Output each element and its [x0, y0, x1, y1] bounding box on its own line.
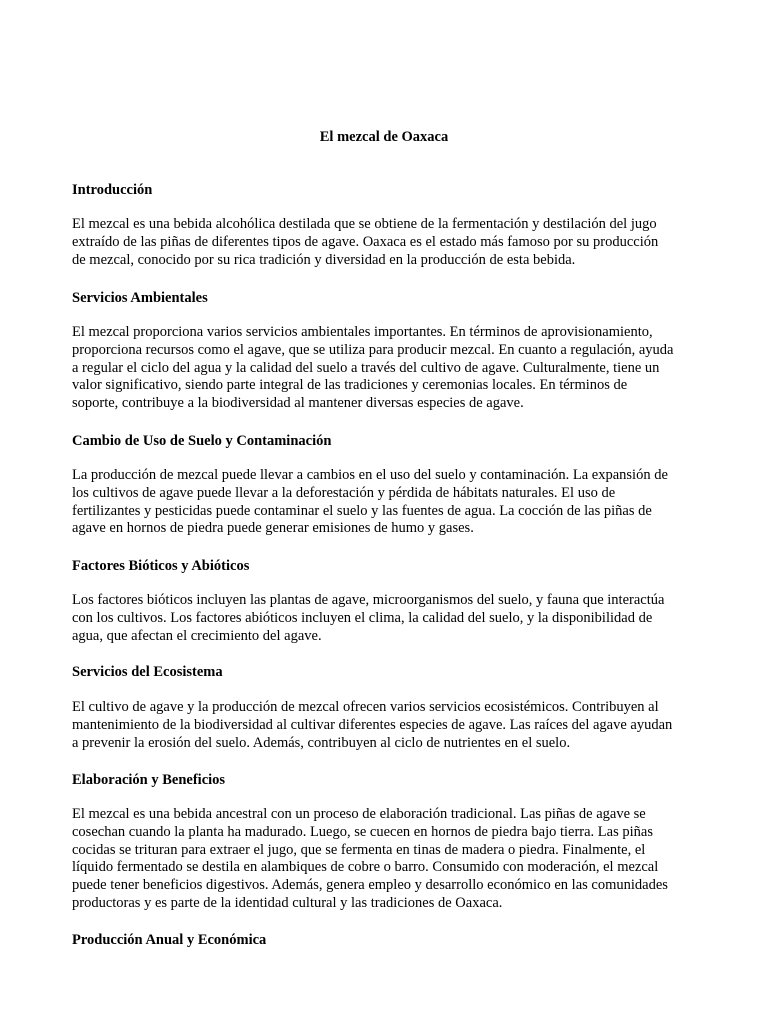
section-heading-factores: Factores Bióticos y Abióticos — [72, 558, 250, 574]
paragraph-line: agave en hornos de piedra puede generar emisiones de humo y gases. — [72, 520, 474, 537]
section-heading-servicios-ambientales: Servicios Ambientales — [72, 290, 208, 306]
paragraph-line: cosechan cuando la planta ha madurado. Luego, se cuecen en hornos de piedra bajo tierra. Las piñas — [72, 823, 653, 840]
section-paragraph-servicios-ambientales — [72, 324, 696, 413]
paragraph-line: El cultivo de agave y la producción de mezcal ofrecen varios servicios ecosistémicos. Contribuyen al — [72, 699, 659, 715]
paragraph-line: a regular el ciclo del agua y la calidad del suelo a través del cultivo de agave. Culturalmente, tiene un — [72, 359, 660, 376]
section-heading-elaboracion: Elaboración y Beneficios — [72, 772, 226, 788]
paragraph-line: El mezcal es una bebida ancestral con un proceso de elaboración tradicional. Las piñas de agave se — [72, 806, 646, 822]
paragraph-line: puede tener beneficios digestivos. Además, genera empleo y desarrollo económico en las comunidades — [72, 877, 668, 894]
document-title: El mezcal de Oaxaca — [319, 129, 449, 145]
paragraph-line: soporte, contribuye a la biodiversidad al mantener diversas especies de agave. — [72, 395, 524, 412]
paragraph-line: extraído de las piñas de diferentes tipos de agave. Oaxaca es el estado más famoso por su producción — [72, 233, 659, 250]
section-paragraph-elaboracion — [72, 806, 696, 913]
paragraph-line: líquido fermentado se destila en alambiques de cobre o barro. Consumido con moderación, el mezcal — [72, 859, 659, 876]
paragraph-line: valor significativo, siendo parte integral de las tradiciones y ceremonias locales. En términos de — [72, 377, 628, 394]
section-paragraph-servicios-ecosistema — [72, 699, 696, 752]
paragraph-line: El mezcal proporciona varios servicios ambientales importantes. En términos de aprovisionamiento, — [72, 324, 653, 340]
section-heading-introduccion: Introducción — [72, 182, 153, 198]
paragraph-line: productoras y es parte de la identidad cultural y las tradiciones de Oaxaca. — [72, 894, 503, 911]
paragraph-line: cocidas se trituran para extraer el jugo, que se fermenta en tinas de madera o piedra. Finalmente, el — [72, 841, 646, 858]
paragraph-line: con los cultivos. Los factores abióticos incluyen el clima, la calidad del suelo, y la disponibilidad de — [72, 609, 653, 626]
paragraph-line: Los factores bióticos incluyen las plantas de agave, microorganismos del suelo, y fauna que interactúa — [72, 592, 665, 608]
section-paragraph-cambio-uso-suelo — [72, 467, 696, 538]
paragraph-line: los cultivos de agave puede llevar a la deforestación y pérdida de hábitats naturales. El uso de — [72, 484, 616, 501]
paragraph-line: mantenimiento de la biodiversidad al cultivar diferentes especies de agave. Las raíces del agave ayudan — [72, 716, 673, 733]
paragraph-line: proporciona recursos como el agave, que se utiliza para producir mezcal. En cuanto a regulación, ayuda — [72, 341, 674, 358]
paragraph-line: La producción de mezcal puede llevar a cambios en el uso del suelo y contaminación. La expansión de — [72, 467, 668, 483]
section-heading-produccion-anual: Producción Anual y Económica — [72, 932, 267, 948]
paragraph-line: agua, que afectan el crecimiento del agave. — [72, 627, 322, 644]
section-paragraph-factores — [72, 592, 696, 645]
paragraph-line: a prevenir la erosión del suelo. Además, contribuyen al ciclo de nutrientes en el suelo. — [72, 734, 571, 751]
section-heading-cambio-uso-suelo: Cambio de Uso de Suelo y Contaminación — [72, 433, 332, 449]
paragraph-line: El mezcal es una bebida alcohólica destilada que se obtiene de la fermentación y destilación del jugo — [72, 216, 657, 232]
paragraph-line: fertilizantes y pesticidas puede contaminar el suelo y las fuentes de agua. La cocción de las piñas de — [72, 502, 652, 519]
paragraph-line: de mezcal, conocido por su rica tradición y diversidad en la producción de esta bebida. — [72, 251, 576, 268]
section-paragraph-introduccion — [72, 216, 696, 269]
section-heading-servicios-ecosistema: Servicios del Ecosistema — [72, 664, 223, 680]
